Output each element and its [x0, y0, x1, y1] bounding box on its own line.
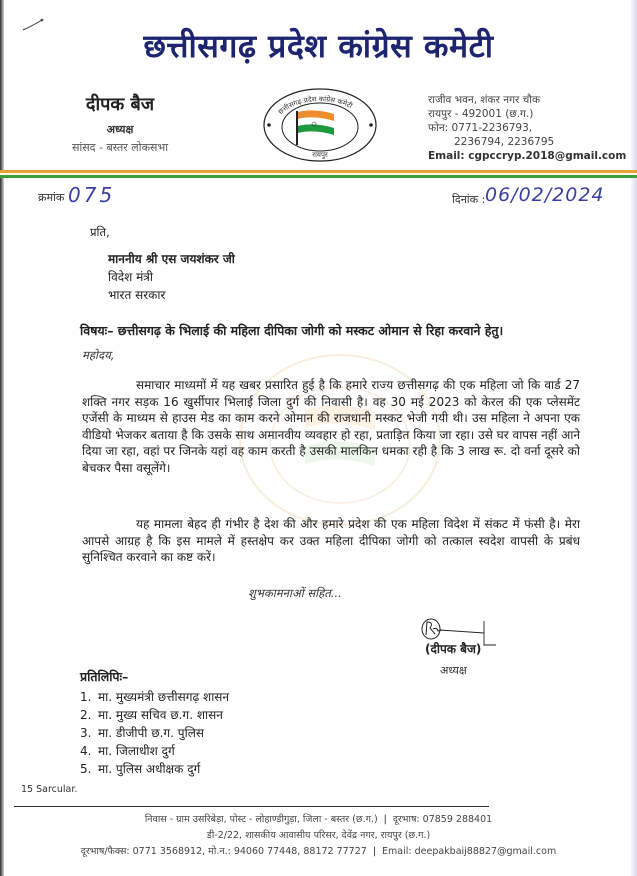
- reference-number: 075: [68, 183, 116, 207]
- subject-line: विषयः– छत्तीसगढ़ के भिलाई की महिला दीपिका जोगी को मस्कट ओमान से रिहा करवाने हेतु।: [80, 323, 504, 338]
- signatory-name: (दीपक बैज): [425, 642, 482, 656]
- office-address-line1: राजीव भवन, शंकर नगर चौक: [428, 94, 541, 106]
- cc-list: [80, 688, 229, 778]
- footer-line-1: निवास - ग्राम उसरिबेड़ा, पोस्ट - लोहाण्डीगुड़ा, जिला - बस्तर (छ.ग.) | दूरभाष: 07859 288401: [144, 814, 493, 825]
- footer-phone-fax: दूरभाष/फैक्स: 0771 3568912, मो.न.: 94060 77448, 88172 77727: [80, 846, 367, 857]
- footer-line-2: डी-2/22, शासकीय आवासीय परिसर, देवेंद्र नगर, रायपुर (छ.ग.): [206, 830, 431, 841]
- footer-contact: [0, 812, 637, 860]
- body-paragraph-1: समाचार माध्यमों में यह खबर प्रसारित हुई है कि हमारे राज्य छत्तीसगढ़ की एक महिला जो कि वार्ड 27 शक्ति नगर सड़क 16 खुर्सीपार भिलाई जिला दुर्ग की निवासी है। वह 30 मई 2023 को केरल की एक प्लेसमेंट एजेंसी के माध्यम से हाउस मेड का काम करने ओमान की राजधानी मस्कट भेजी गयी थी। उस महिला ने अपना एक वीडियो भेजकर बताया है कि उसके साथ अमानवीय व्यवहार हो रहा, प्रताड़ित किया जा रहा। उसे घर वापस नहीं आने दिया जा रहा, वहां पर जिनके यहां वह काम करती है उसकी मालकिन धमका रही है कि 3 लाख रू. दो वर्ना दूसरे को बेचकर पैसा वसूलेंगे।: [82, 378, 580, 475]
- date-label: दिनांक :: [452, 193, 486, 206]
- recipient-designation: विदेश मंत्री: [108, 270, 154, 284]
- svg-text:रायपुर: रायपुर: [312, 151, 328, 159]
- organization-title: छत्तीसगढ़ प्रदेश कांग्रेस कमेटी: [143, 27, 494, 65]
- cc-item: 3. मा. डीजीपी छ.ग. पुलिस: [80, 726, 204, 740]
- cc-item: 5. मा. पुलिस अधीक्षक दुर्ग: [80, 762, 201, 776]
- scan-left-edge: [0, 0, 4, 876]
- office-email[interactable]: Email: cgpccryp.2018@gmail.com: [428, 150, 627, 162]
- office-address-line2: रायपुर - 492001 (छ.ग.): [428, 108, 534, 120]
- body-paragraph-2: यह मामला बेहद ही गंभीर है देश की और हमारे प्रदेश की एक महिला विदेश में संकट में फंसी है। मेरा आपसे आग्रह है कि इस मामले में हस्तक्षेप कर उक्त महिला दीपिका जोगी को तत्काल स्वदेश वापसी के प्रबंध सुनिश्चित करवाने का कष्ट करें।: [82, 517, 580, 564]
- office-phone-line2: 2236794, 2236795: [454, 136, 555, 148]
- footer-residence: निवास - ग्राम उसरिबेड़ा, पोस्ट - लोहाण्डीगुड़ा, जिला - बस्तर (छ.ग.): [144, 814, 378, 825]
- sender-role: अध्यक्ष: [106, 123, 134, 136]
- footer-residence-phone: दूरभाष: 07859 288401: [392, 814, 493, 825]
- office-address: [428, 93, 626, 163]
- reference-label: क्रमांक: [38, 191, 65, 204]
- cc-item: 2. मा. मुख्य सचिव छ.ग. शासन: [80, 708, 223, 722]
- footer-email[interactable]: Email: deepakbaij88827@gmail.com: [382, 846, 557, 857]
- party-logo-flag-emblem-icon: [262, 87, 378, 163]
- header-band-green: [0, 175, 637, 178]
- sender-block: [40, 92, 200, 155]
- salutation: महोदय,: [82, 348, 115, 362]
- cc-item: 1. मा. मुख्यमंत्री छत्तीसगढ़ शासन: [80, 690, 230, 704]
- recipient-block: [108, 250, 235, 304]
- signatory-role: अध्यक्ष: [440, 664, 467, 677]
- recipient-name: माननीय श्री एस जयशंकर जी: [108, 252, 235, 266]
- office-phone-line1: फोन: 0771-2236793,: [428, 122, 533, 134]
- footer-divider: [14, 806, 489, 807]
- recipient-organization: भारत सरकार: [108, 288, 166, 302]
- cc-item: 4. मा. जिलाधीश दुर्ग: [80, 744, 175, 758]
- sender-name: दीपक बैज: [85, 94, 155, 115]
- cc-title: प्रतिलिपिः–: [80, 669, 129, 684]
- scan-right-edge: [631, 0, 637, 876]
- sender-constituency: सांसद - बस्तर लोकसभा: [71, 141, 169, 154]
- footer-line-3: दूरभाष/फैक्स: 0771 3568912, मो.न.: 94060 77448, 88172 77727 | Email: deepakbaij88827@gmail.com: [80, 846, 557, 857]
- to-label: प्रति,: [90, 225, 110, 239]
- date-value: 06/02/2024: [485, 184, 605, 206]
- circular-note: 15 Sarcular.: [21, 784, 78, 795]
- svg-text:छत्तीसगढ़ प्रदेश कांग्रेस कमेट: छत्तीसगढ़ प्रदेश कांग्रेस कमेटी: [276, 95, 354, 117]
- closing-greeting: शुभकामनाओं सहित...: [248, 586, 342, 600]
